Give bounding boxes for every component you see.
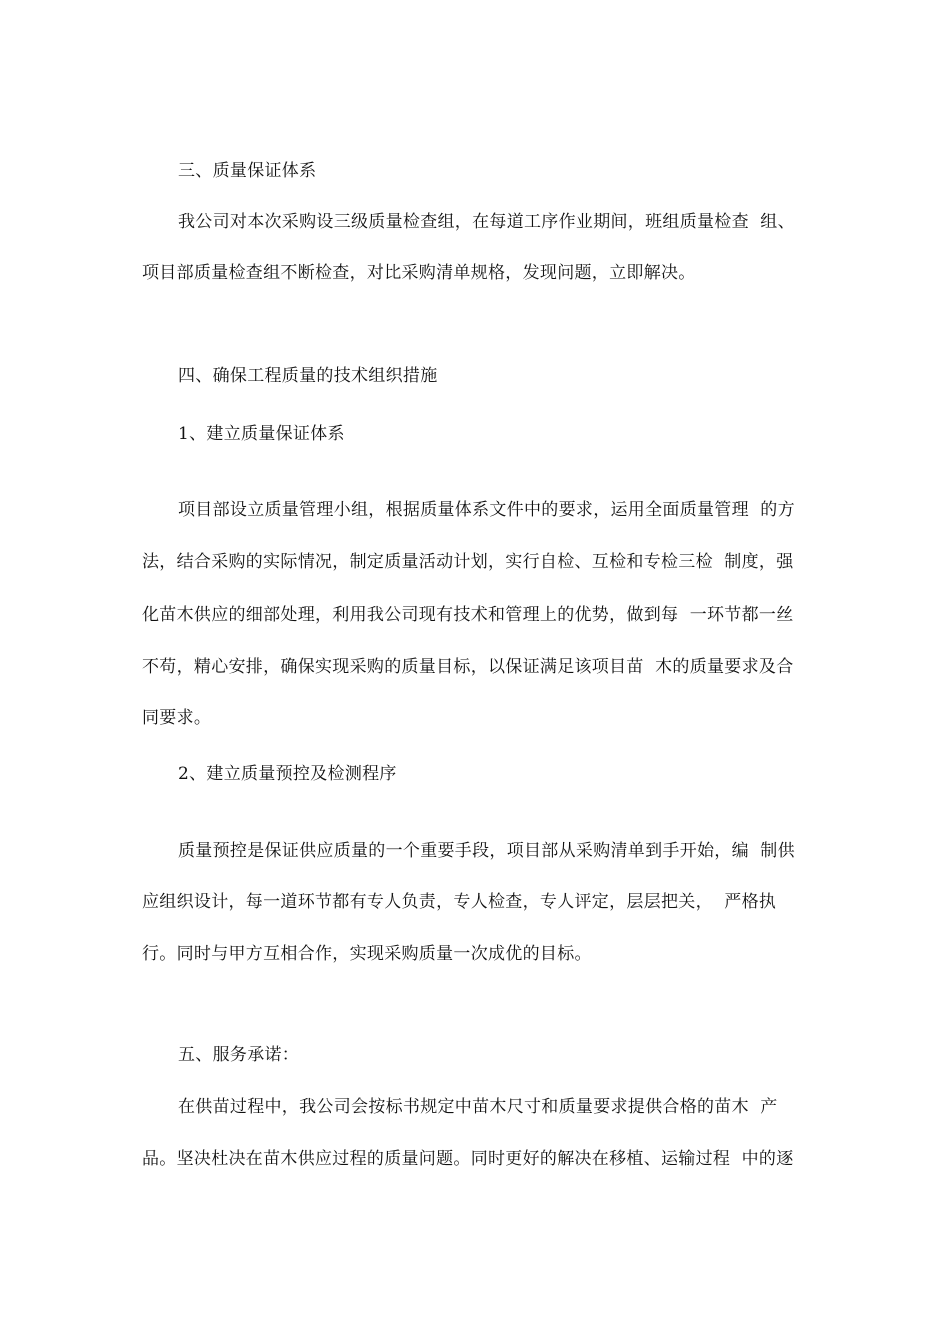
paragraph-line: 质量预控是保证供应质量的一个重要手段，项目部从采购清单到手开始，编 制供 bbox=[178, 841, 795, 861]
subsection-heading-4-2: 2、建立质量预控及检测程序 bbox=[178, 764, 397, 784]
subsection-heading-4-1: 1、建立质量保证体系 bbox=[178, 424, 345, 444]
paragraph-line: 法，结合采购的实际情况，制定质量活动计划，实行自检、互检和专检三检 制度，强 bbox=[142, 552, 794, 572]
paragraph-line: 项目部质量检查组不断检查，对比采购清单规格，发现问题，立即解决。 bbox=[142, 263, 696, 283]
paragraph-line: 不苟，精心安排，确保实现采购的质量目标，以保证满足该项目苗 木的质量要求及合 bbox=[142, 657, 794, 677]
paragraph-line: 同要求。 bbox=[142, 708, 212, 728]
paragraph-line: 在供苗过程中，我公司会按标书规定中苗木尺寸和质量要求提供合格的苗木 产 bbox=[178, 1097, 778, 1117]
paragraph-line: 行。同时与甲方互相合作，实现采购质量一次成优的目标。 bbox=[142, 944, 592, 964]
paragraph-line: 品。坚决杜决在苗木供应过程的质量问题。同时更好的解决在移植、运输过程 中的逐 bbox=[142, 1149, 794, 1169]
paragraph-line: 项目部设立质量管理小组，根据质量体系文件中的要求，运用全面质量管理 的方 bbox=[178, 500, 795, 520]
paragraph-line: 化苗木供应的细部处理，利用我公司现有技术和管理上的优势，做到每 一环节都一丝 bbox=[142, 605, 794, 625]
section-heading-4: 四、确保工程质量的技术组织措施 bbox=[178, 366, 438, 386]
section-heading-5: 五、服务承诺： bbox=[178, 1045, 300, 1065]
paragraph-line: 我公司对本次采购设三级质量检查组，在每道工序作业期间，班组质量检查 组、 bbox=[178, 212, 795, 232]
section-heading-3: 三、质量保证体系 bbox=[178, 161, 317, 181]
paragraph-line: 应组织设计，每一道环节都有专人负责，专人检查，专人评定，层层把关， 严格执 bbox=[142, 892, 777, 912]
